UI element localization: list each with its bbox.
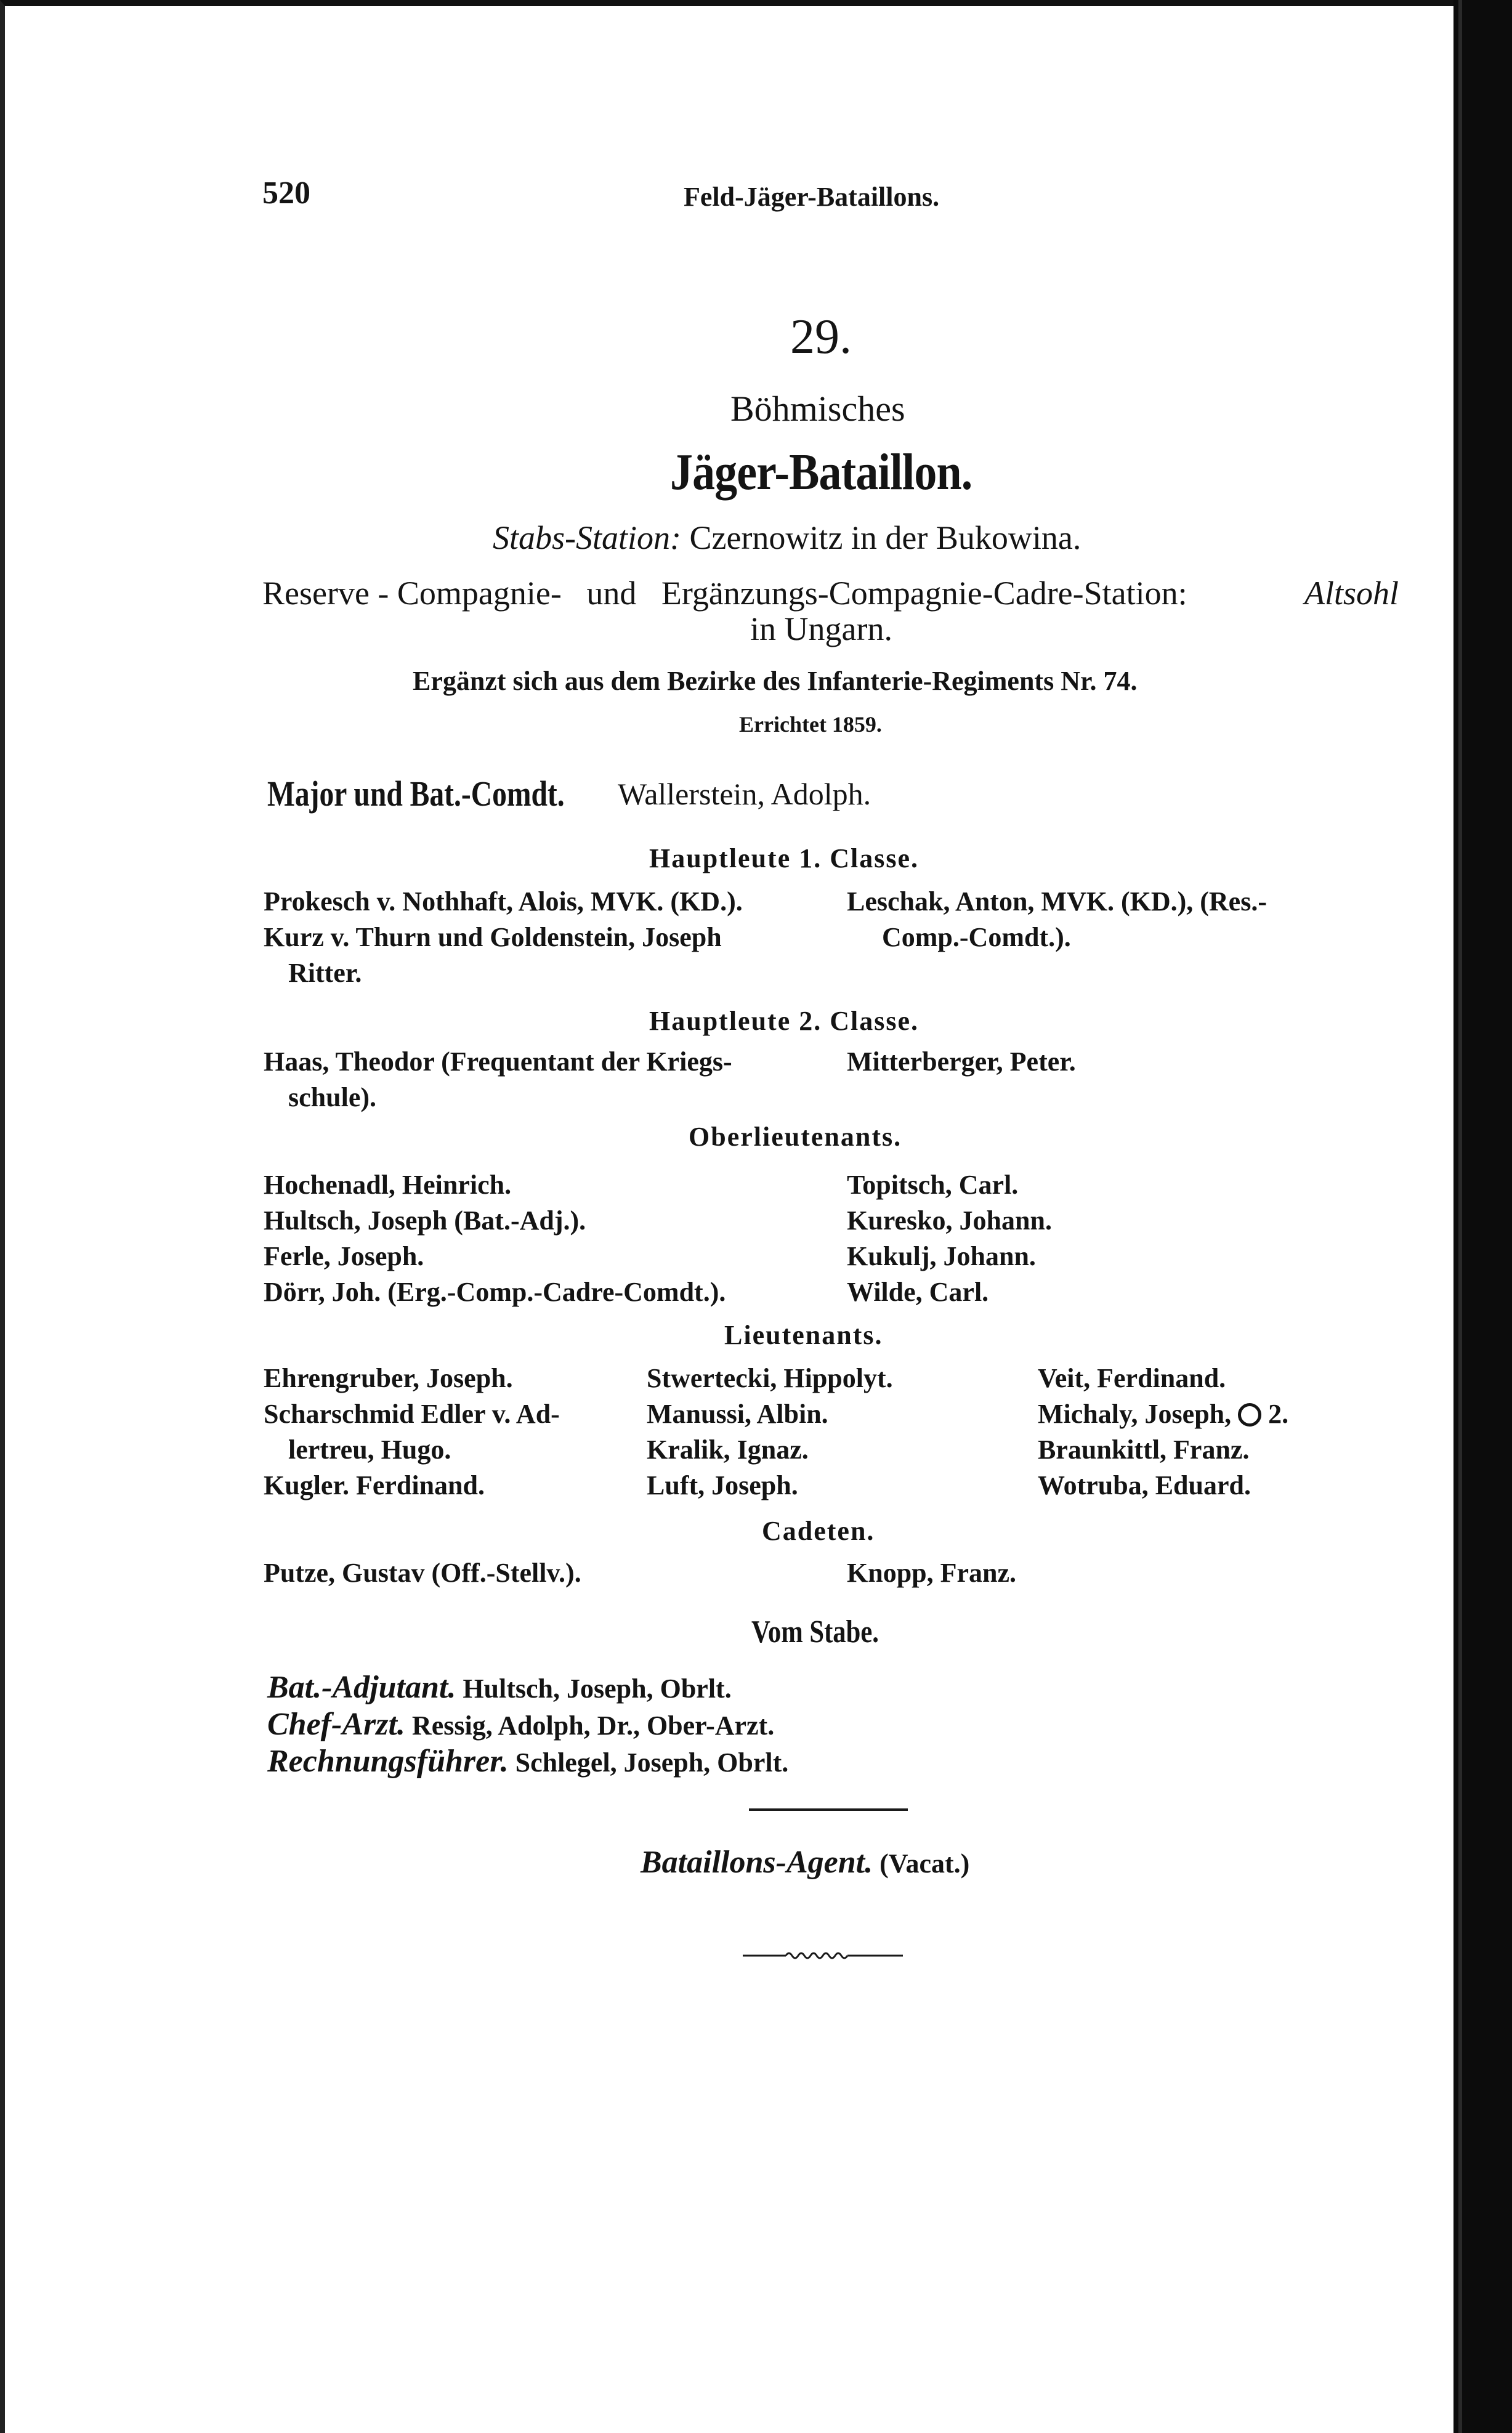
- list-item: Manussi, Albin.: [647, 1399, 828, 1429]
- circle-icon: [1238, 1403, 1261, 1427]
- heading-oberlieutenants: Oberlieutenants.: [689, 1122, 902, 1152]
- agent-label: Bataillons-Agent.: [641, 1845, 873, 1880]
- list-item: [1038, 1398, 1288, 1430]
- list-item: Stwertecki, Hippolyt.: [647, 1363, 893, 1393]
- list-item: Prokesch v. Nothhaft, Alois, MVK. (KD.).: [264, 886, 743, 917]
- list-item-text: Leschak, Anton, MVK. (KD.), (Res.-: [847, 886, 1267, 917]
- major-label: Major und Bat.-Comdt.: [267, 774, 565, 814]
- list-item: Kukulj, Johann.: [847, 1241, 1036, 1271]
- list-item: Wotruba, Eduard.: [1038, 1470, 1251, 1500]
- stabs-station: [493, 519, 1081, 557]
- decoration-class: 2.: [1268, 1399, 1289, 1429]
- running-title: Feld-Jäger-Bataillons.: [684, 182, 940, 212]
- list-item: Putze, Gustav (Off.-Stellv.).: [264, 1558, 581, 1588]
- unit-number: 29.: [790, 310, 852, 364]
- reserve-line2: in Ungarn.: [750, 610, 892, 647]
- staff-row: [267, 1743, 788, 1779]
- stabs-value: Czernowitz in der Bukowina.: [689, 519, 1081, 556]
- list-item-text: Michaly, Joseph,: [1038, 1399, 1232, 1429]
- list-item: Haas, Theodor (Frequentant der Kriegs-: [264, 1046, 732, 1077]
- divider: [749, 1808, 908, 1811]
- stabs-label: Stabs-Station:: [493, 519, 681, 556]
- major-name: Wallerstein, Adolph.: [618, 777, 871, 811]
- list-item: Comp.-Comdt.).: [882, 922, 1071, 952]
- ergaenzt-line: Ergänzt sich aus dem Bezirke des Infanterie-Regiments Nr. 74.: [413, 666, 1138, 696]
- list-item: Kugler. Ferdinand.: [264, 1470, 485, 1500]
- list-item: Braunkittl, Franz.: [1038, 1435, 1250, 1465]
- errichtet-line: Errichtet 1859.: [739, 712, 882, 737]
- list-item: Mitterberger, Peter.: [847, 1046, 1076, 1077]
- page-number: 520: [262, 176, 310, 211]
- agent-value: (Vacat.): [879, 1848, 970, 1879]
- reserve-place: Altsohl: [1304, 575, 1399, 612]
- heading-hauptleute-1: Hauptleute 1. Classe.: [649, 843, 919, 873]
- heading-cadeten: Cadeten.: [762, 1516, 875, 1546]
- list-item: Ferle, Joseph.: [264, 1241, 424, 1271]
- reserve-station: [262, 574, 1399, 612]
- list-item: Veit, Ferdinand.: [1038, 1363, 1226, 1393]
- list-item: lertreu, Hugo.: [288, 1435, 451, 1465]
- staff-row: [267, 1669, 732, 1706]
- list-item: Hochenadl, Heinrich.: [264, 1170, 512, 1200]
- list-item: Kuresko, Johann.: [847, 1205, 1052, 1236]
- staff-name: Schlegel, Joseph, Obrlt.: [515, 1747, 789, 1778]
- list-item: Hultsch, Joseph (Bat.-Adj.).: [264, 1205, 586, 1236]
- list-item: Ehrengruber, Joseph.: [264, 1363, 513, 1393]
- heading-hauptleute-2: Hauptleute 2. Classe.: [649, 1006, 919, 1036]
- scan-edge-line: [1458, 0, 1462, 2433]
- staff-name: Ressig, Adolph, Dr., Ober-Arzt.: [411, 1710, 775, 1741]
- agent-row: [641, 1844, 969, 1880]
- list-item: Ritter.: [288, 958, 362, 988]
- reserve-line1: Reserve - Compagnie- und Ergänzungs-Compagnie-Cadre-Station:: [262, 575, 1187, 612]
- scan-edge: [1453, 0, 1512, 2433]
- list-item: Luft, Joseph.: [647, 1470, 798, 1500]
- list-item: Scharschmid Edler v. Ad-: [264, 1399, 560, 1429]
- staff-role: Bat.-Adjutant.: [267, 1670, 456, 1705]
- staff-role: Chef-Arzt.: [267, 1707, 405, 1742]
- staff-row: [267, 1706, 774, 1743]
- end-ornament: [743, 1946, 903, 1965]
- unit-subtitle: Böhmisches: [730, 389, 905, 429]
- unit-title: Jäger-Bataillon.: [670, 443, 972, 501]
- staff-role: Rechnungsführer.: [267, 1744, 509, 1779]
- list-item: Topitsch, Carl.: [847, 1170, 1019, 1200]
- list-item: Knopp, Franz.: [847, 1558, 1017, 1588]
- list-item: Dörr, Joh. (Erg.-Comp.-Cadre-Comdt.).: [264, 1277, 726, 1307]
- heading-vom-stabe: Vom Stabe.: [751, 1614, 879, 1650]
- list-item: Wilde, Carl.: [847, 1277, 989, 1307]
- staff-name: Hultsch, Joseph, Obrlt.: [463, 1674, 732, 1704]
- list-item: Kralik, Ignaz.: [647, 1435, 809, 1465]
- list-item: Kurz v. Thurn und Goldenstein, Joseph: [264, 922, 722, 952]
- heading-lieutenants: Lieutenants.: [724, 1320, 883, 1350]
- list-item: schule).: [288, 1082, 376, 1112]
- list-item: [847, 886, 1395, 917]
